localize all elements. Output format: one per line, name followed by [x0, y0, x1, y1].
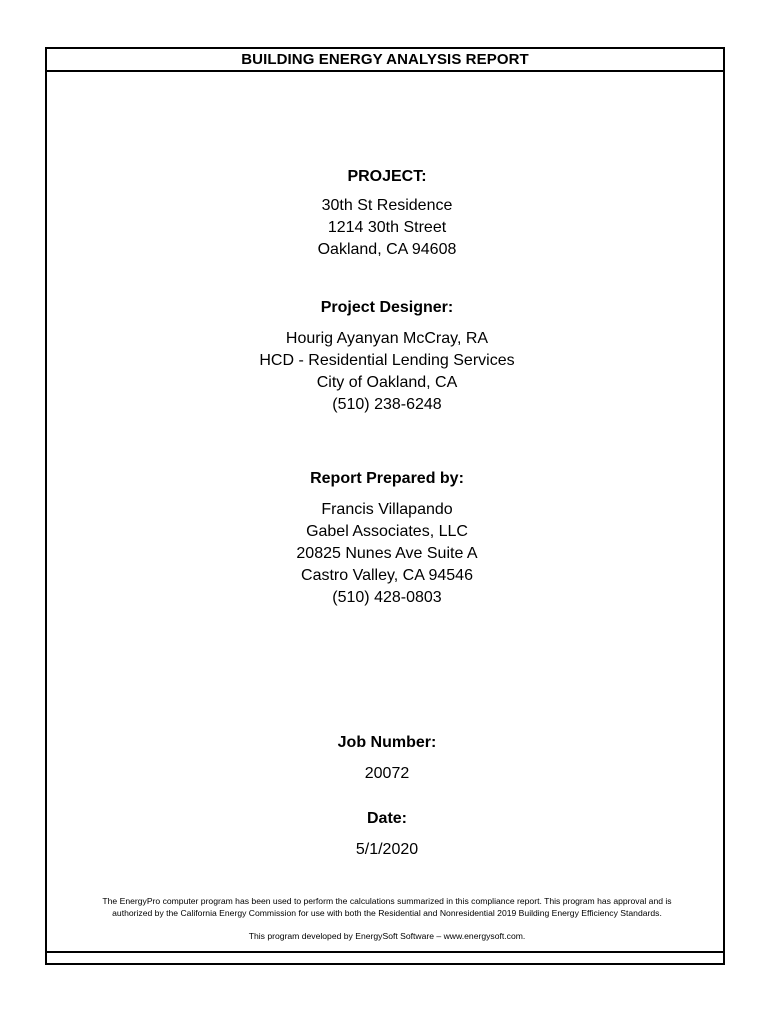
designer-city: City of Oakland, CA	[316, 374, 458, 391]
designer-section	[47, 298, 727, 416]
job-number-value: 20072	[364, 765, 410, 782]
date-value: 5/1/2020	[355, 841, 419, 858]
date-section	[47, 809, 727, 861]
preparer-city: Castro Valley, CA 94546	[301, 567, 473, 584]
report-frame	[45, 47, 725, 965]
designer-name: Hourig Ayanyan McCray, RA	[285, 330, 489, 347]
preparer-phone: (510) 428-0803	[332, 589, 442, 606]
project-street: 1214 30th Street	[327, 219, 447, 236]
job-number-section	[47, 733, 727, 785]
prepared-by-heading: Report Prepared by:	[310, 470, 464, 487]
software-credit: This program developed by EnergySoft Software – www.energysoft.com.	[248, 931, 526, 941]
project-name: 30th St Residence	[321, 197, 453, 214]
disclaimer-line-2: authorized by the California Energy Commission for use with both the Residential and Nonresidential 2019 Building Energy Efficiency Standards.	[112, 908, 662, 918]
project-section	[47, 167, 727, 261]
designer-phone: (510) 238-6248	[332, 396, 442, 413]
preparer-street: 20825 Nunes Ave Suite A	[296, 545, 478, 562]
date-heading: Date:	[366, 810, 407, 827]
preparer-company: Gabel Associates, LLC	[306, 523, 468, 540]
bottom-divider	[47, 951, 723, 953]
report-title: BUILDING ENERGY ANALYSIS REPORT	[47, 49, 723, 72]
disclaimer-line-1: The EnergyPro computer program has been used to perform the calculations summarized in this compliance report. This program has approval and is	[102, 896, 672, 906]
designer-org: HCD - Residential Lending Services	[259, 352, 515, 369]
job-number-heading: Job Number:	[337, 734, 437, 751]
project-heading: PROJECT:	[347, 168, 427, 185]
project-city: Oakland, CA 94608	[317, 241, 457, 258]
prepared-by-section	[47, 469, 727, 609]
disclaimer	[47, 895, 727, 919]
preparer-name: Francis Villapando	[321, 501, 453, 518]
designer-heading: Project Designer:	[320, 299, 454, 316]
